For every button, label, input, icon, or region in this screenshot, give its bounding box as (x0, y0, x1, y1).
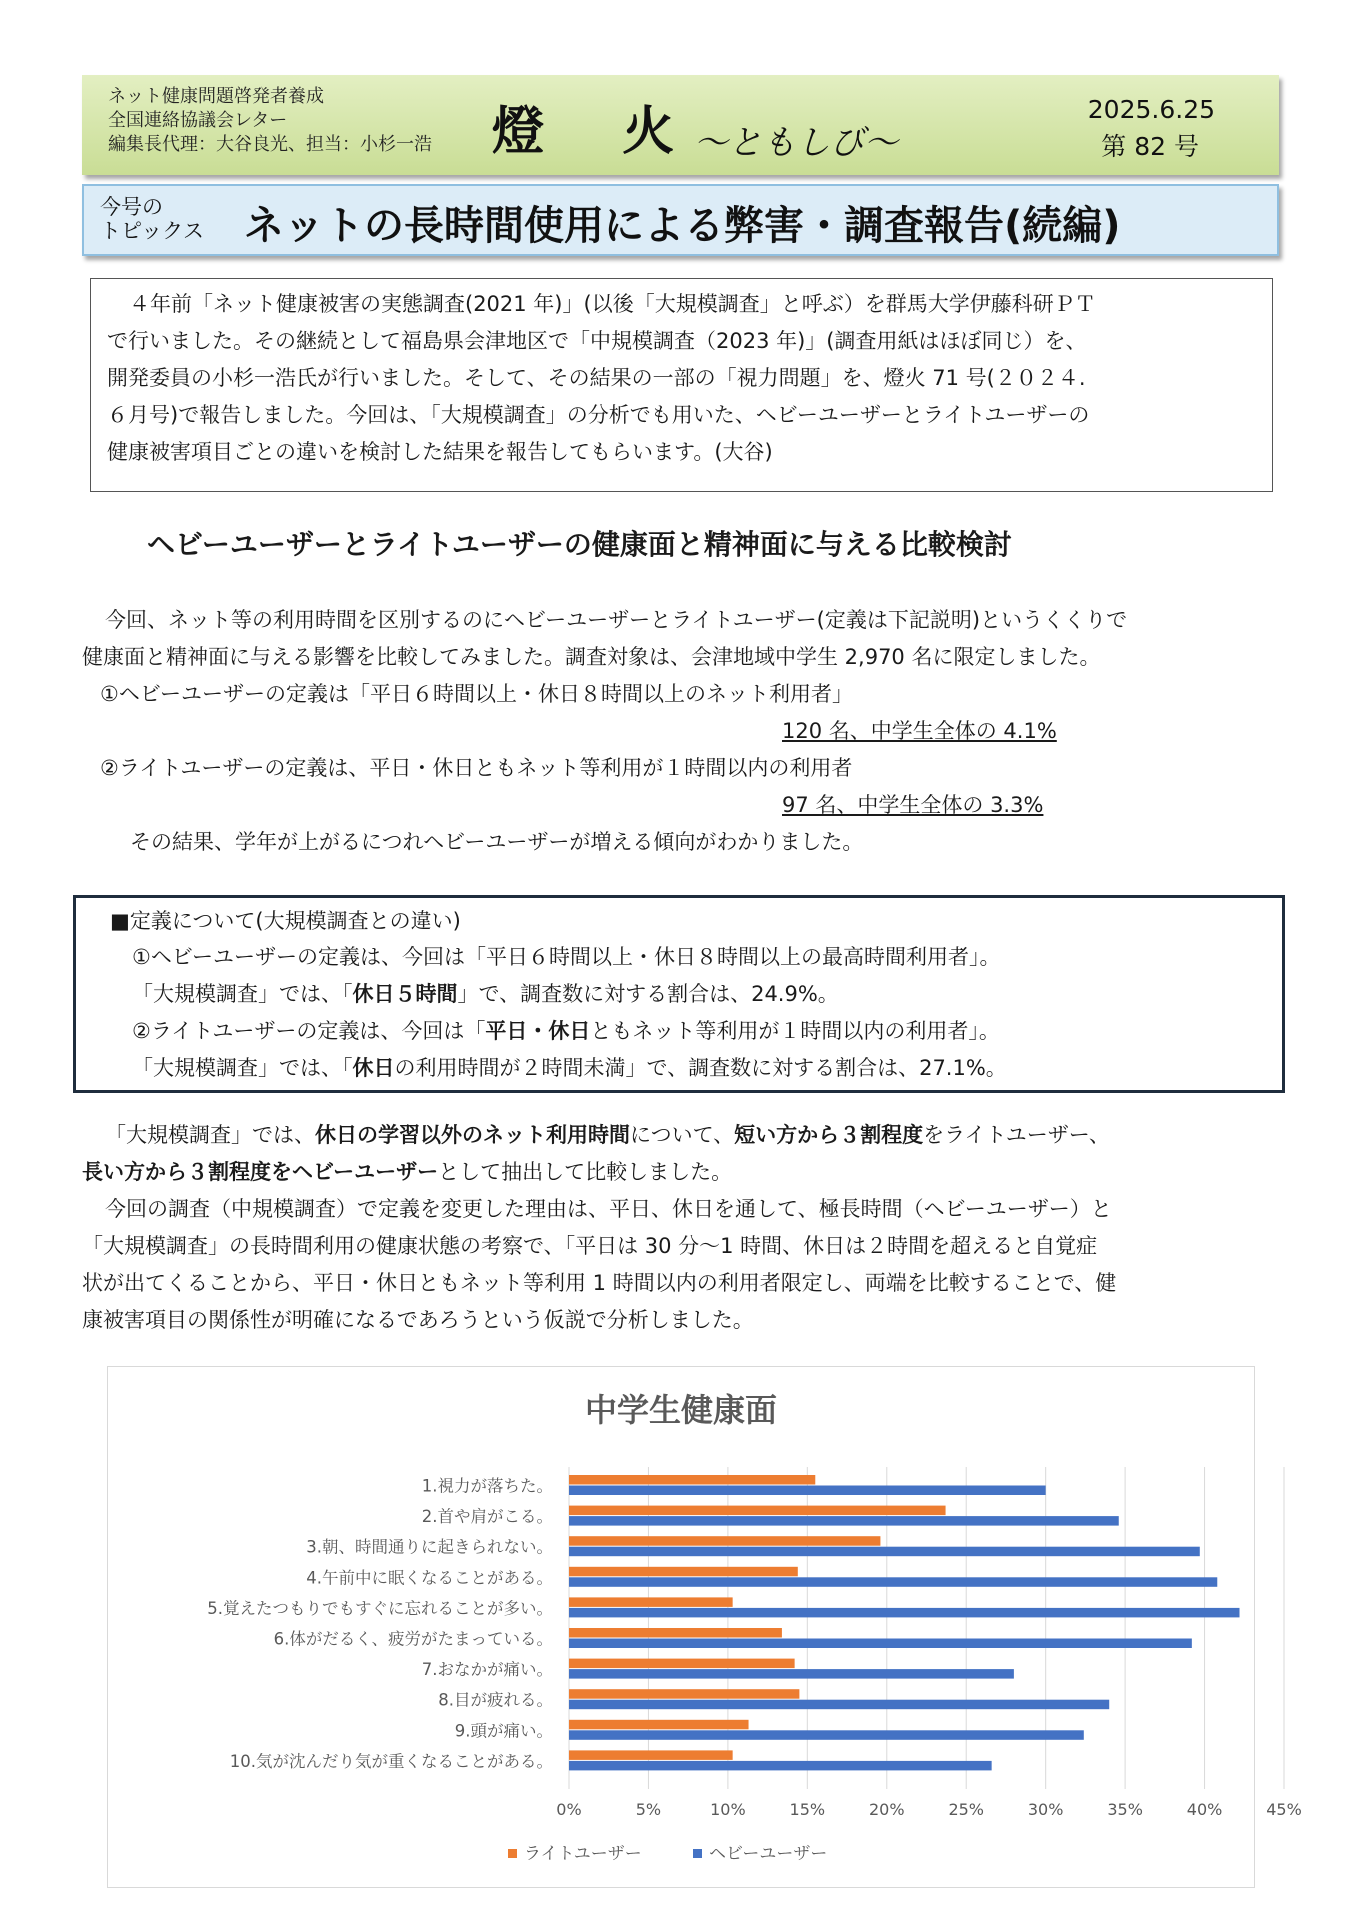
topics-tag-line1: 今号の (100, 195, 163, 219)
light-user-bar (569, 1536, 880, 1546)
definition-line: ①ヘビーユーザーの定義は、今回は「平日６時間以上・休日８時間以上の最高時間利用者」。 (132, 945, 1001, 969)
topics-banner (82, 184, 1279, 256)
intro-line: で行いました。その継続として福島県会津地区で「中規模調査（2023 年)」(調査用紙はほぼ同じ）を、 (107, 329, 1087, 353)
explain-line: 今回の調査（中規模調査）で定義を変更した理由は、平日、休日を通して、極長時間（ヘビーユーザー）と (105, 1197, 1112, 1221)
explain-line: 康被害項目の関係性が明確になるであろうという仮説で分析しました。 (82, 1308, 754, 1332)
section-heading: ヘビーユーザーとライトユーザーの健康面と精神面に与える比較検討 (147, 528, 1012, 561)
legend-label: ライトユーザー (524, 1844, 642, 1864)
x-tick-label: 15% (789, 1800, 826, 1819)
light-user-definition: ②ライトユーザーの定義は、平日・休日ともネット等利用が１時間以内の利用者 (100, 756, 853, 780)
org-name-line1: ネット健康問題啓発者養成 (108, 86, 324, 107)
definition-line: 「大規模調査」では、「休日５時間」で、調査数に対する割合は、24.9%。 (132, 982, 839, 1006)
heavy-user-bar (569, 1608, 1240, 1618)
light-user-bar (569, 1475, 815, 1485)
legend-swatch (693, 1849, 702, 1858)
heavy-user-bar (569, 1547, 1200, 1557)
definition-line: 「大規模調査」では、「休日の利用時間が２時間未満」で、調査数に対する割合は、27.1%。 (132, 1056, 1007, 1080)
light-user-bar (569, 1628, 782, 1638)
category-label: 7.おなかが痛い。 (421, 1660, 553, 1680)
newsletter-header (82, 75, 1279, 175)
light-user-bar (569, 1597, 733, 1607)
x-tick-label: 25% (948, 1800, 985, 1819)
light-user-result: 97 名、中学生全体の 3.3% (782, 793, 1044, 817)
explain-line: 「大規模調査」では、休日の学習以外のネット利用時間について、短い方から３割程度をライトユーザー、 (105, 1123, 1110, 1147)
heavy-user-bar (569, 1669, 1014, 1679)
heavy-user-bar (569, 1577, 1217, 1587)
explain-line: 状が出てくることから、平日・休日ともネット等利用 1 時間以内の利用者限定し、両端を比較することで、健 (82, 1271, 1117, 1295)
definition-line: ②ライトユーザーの定義は、今回は「平日・休日ともネット等利用が１時間以内の利用者」。 (132, 1019, 1000, 1043)
category-label: 10.気が沈んだり気が重くなることがある。 (229, 1751, 553, 1771)
category-label: 9.頭が痛い。 (454, 1721, 553, 1741)
body-line: 健康面と精神面に与える影響を比較してみました。調査対象は、会津地域中学生 2,970 名に限定しました。 (82, 645, 1101, 669)
heavy-user-result: 120 名、中学生全体の 4.1% (782, 719, 1057, 743)
intro-line: 健康被害項目ごとの違いを検討した結果を報告してもらいます。(大谷) (107, 440, 773, 464)
body-line: 今回、ネット等の利用時間を区別するのにヘビーユーザーとライトユーザー(定義は下記説明)というくくりで (105, 608, 1128, 632)
issue-date: 2025.6.25 (1087, 95, 1215, 124)
x-tick-label: 30% (1027, 1800, 1064, 1819)
intro-line: 開発委員の小杉一浩氏が行いました。そして、その結果の一部の「視力問題」を、燈火 71 号(２０２４. (107, 366, 1086, 390)
x-tick-label: 40% (1186, 1800, 1223, 1819)
newsletter-subtitle: 〜ともしび〜 (694, 123, 898, 163)
explain-line: 長い方から３割程度をヘビーユーザーとして抽出して比較しました。 (82, 1160, 733, 1184)
x-tick-label: 10% (710, 1800, 746, 1819)
definition-box (73, 895, 1285, 1093)
light-user-bar (569, 1506, 946, 1516)
heavy-user-bar (569, 1700, 1109, 1710)
org-name-line2: 全国連絡協議会レター (108, 110, 288, 131)
explain-line: 「大規模調査」の長時間利用の健康状態の考察で、「平日は 30 分〜1 時間、休日は２時間を超えると自覚症 (82, 1234, 1098, 1258)
category-label: 4.午前中に眠くなることがある。 (306, 1568, 553, 1588)
light-user-bar (569, 1689, 799, 1699)
issue-number: 第 82 号 (1101, 132, 1199, 161)
chart-title: 中学生健康面 (584, 1391, 778, 1429)
editor-line: 編集長代理：大谷良光、担当：小杉一浩 (108, 134, 432, 155)
light-user-bar (569, 1659, 795, 1669)
category-label: 6.体がだるく、疲労がたまっている。 (273, 1629, 553, 1649)
light-user-bar (569, 1750, 733, 1760)
category-label: 2.首や肩がこる。 (421, 1507, 553, 1527)
definition-heading: ■定義について(大規模調査との違い) (110, 909, 461, 933)
topics-tag-line2: トピックス (100, 219, 204, 243)
light-user-bar (569, 1567, 798, 1577)
intro-line: ４年前「ネット健康被害の実態調査(2021 年)」(以後「大規模調査」と呼ぶ）を群馬大学伊藤科研ＰＴ (129, 292, 1096, 316)
heavy-user-definition: ①ヘビーユーザーの定義は「平日６時間以上・休日８時間以上のネット利用者」 (100, 682, 853, 706)
intro-line: ６月号)で報告しました。今回は、「大規模調査」の分析でも用いた、ヘビーユーザーとライトユーザーの (107, 403, 1090, 427)
light-user-bar (569, 1720, 749, 1730)
topics-title: ネットの長時間使用による弊害・調査報告(続編) (244, 203, 1121, 249)
x-tick-label: 0% (556, 1800, 582, 1819)
heavy-user-bar (569, 1486, 1046, 1496)
intro-box (90, 278, 1273, 492)
x-tick-label: 35% (1107, 1800, 1143, 1819)
category-label: 3.朝、時間通りに起きられない。 (306, 1537, 553, 1557)
health-chart-svg (108, 1367, 1302, 1887)
legend-swatch (508, 1849, 517, 1858)
category-label: 5.覚えたつもりでもすぐに忘れることが多い。 (207, 1598, 553, 1618)
legend-label: ヘビーユーザー (709, 1844, 828, 1864)
heavy-user-bar (569, 1730, 1084, 1740)
newsletter-title: 燈 火 (492, 101, 705, 162)
heavy-user-bar (569, 1516, 1119, 1526)
category-label: 1.視力が落ちた。 (421, 1476, 553, 1496)
x-tick-label: 45% (1266, 1800, 1302, 1819)
conclusion-line: その結果、学年が上がるにつれヘビーユーザーが増える傾向がわかりました。 (130, 830, 864, 854)
x-tick-label: 20% (868, 1800, 905, 1819)
heavy-user-bar (569, 1761, 992, 1771)
x-tick-label: 5% (635, 1800, 662, 1819)
category-label: 8.目が疲れる。 (438, 1690, 553, 1710)
heavy-user-bar (569, 1639, 1192, 1649)
health-chart (107, 1366, 1302, 1888)
